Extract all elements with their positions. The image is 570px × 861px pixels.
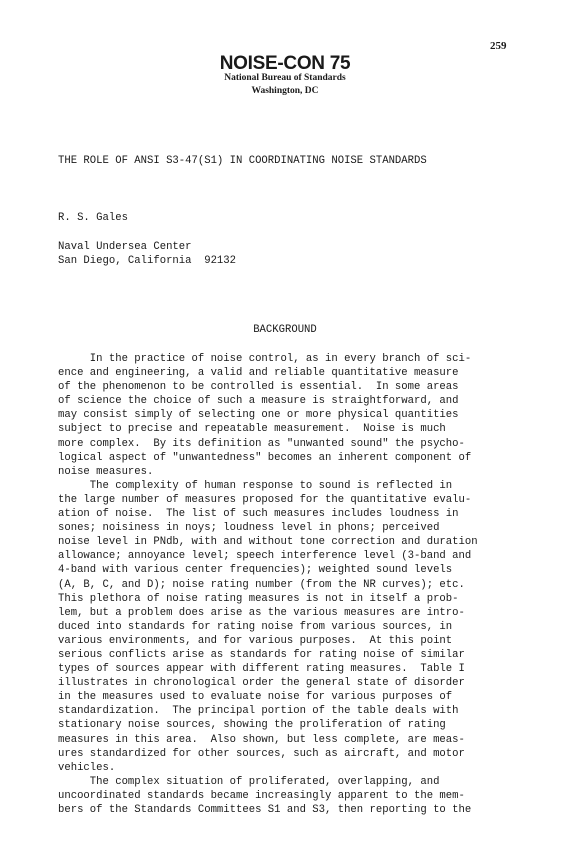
body-line: ures standardized for other sources, such as aircraft, and motor — [58, 747, 465, 760]
body-line: various environments, and for various purposes. At this point — [58, 634, 453, 647]
body-line: vehicles. — [58, 761, 116, 774]
body-line: measures in this area. Also shown, but less complete, are meas- — [58, 733, 465, 746]
body-line: allowance; annoyance level; speech interference level (3-band and — [58, 550, 472, 563]
body-line: uncoordinated standards became increasingly apparent to the mem- — [58, 789, 465, 802]
conference-location: Washington, DC — [251, 86, 319, 96]
body-line: lem, but a problem does arise as the various measures are intro- — [58, 606, 465, 619]
body-line: bers of the Standards Committees S1 and S3, then reporting to the — [58, 804, 472, 816]
body-line: 4-band with various center frequencies); weighted sound levels — [58, 564, 453, 577]
body-line: noise measures. — [58, 465, 154, 478]
body-line: noise level in PNdb, with and without tone correction and duration — [58, 536, 478, 549]
body-line: illustrates in chronological order the general state of disorder — [58, 677, 465, 690]
body-line: duced into standards for rating noise from various sources, in — [58, 620, 453, 633]
body-line: sones; noisiness in noys; loudness level in phons; perceived — [58, 522, 440, 535]
body-line: The complex situation of proliferated, overlapping, and — [58, 775, 440, 788]
body-text — [58, 352, 478, 817]
author-affiliation: Naval Undersea Center — [58, 241, 192, 253]
conference-title: NOISE-CON 75 — [219, 53, 351, 74]
page-number: 259 — [490, 40, 507, 52]
body-line: The complexity of human response to sound is reflected in — [58, 479, 453, 492]
body-line: serious conflicts arise as standards for rating noise of similar — [58, 648, 465, 661]
body-line: subject to precise and repeatable measurement. Noise is much — [58, 423, 446, 436]
body-line: of the phenomenon to be controlled is essential. In some areas — [58, 381, 459, 394]
body-line: stationary noise sources, showing the proliferation of rating — [58, 719, 446, 732]
author-address: San Diego, California 92132 — [58, 255, 237, 267]
author-name: R. S. Gales — [58, 212, 128, 224]
body-line: logical aspect of "unwantedness" becomes an inherent component of — [58, 451, 472, 464]
body-line: ation of noise. The list of such measures includes loudness in — [58, 508, 459, 521]
body-line: may consist simply of selecting one or more physical quantities — [58, 409, 459, 422]
body-line: standardization. The principal portion of the table deals with — [58, 705, 459, 718]
body-line: more complex. By its definition as "unwanted sound" the psycho- — [58, 437, 465, 450]
body-line: in the measures used to evaluate noise for various purposes of — [58, 691, 453, 704]
body-line: types of sources appear with different rating measures. Table I — [58, 663, 465, 676]
paper-title: THE ROLE OF ANSI S3-47(S1) IN COORDINATING NOISE STANDARDS — [58, 155, 427, 167]
body-line: ence and engineering, a valid and reliable quantitative measure — [58, 367, 459, 380]
conference-organization: National Bureau of Standards — [224, 73, 346, 83]
body-line: of science the choice of such a measure is straightforward, and — [58, 395, 459, 408]
body-line: the large number of measures proposed for the quantitative evalu- — [58, 493, 472, 506]
body-line: This plethora of noise rating measures is not in itself a prob- — [58, 592, 459, 605]
section-heading: BACKGROUND — [253, 324, 317, 336]
body-line: (A, B, C, and D); noise rating number (from the NR curves); etc. — [58, 578, 465, 591]
body-line: In the practice of noise control, as in every branch of sci- — [58, 353, 472, 365]
